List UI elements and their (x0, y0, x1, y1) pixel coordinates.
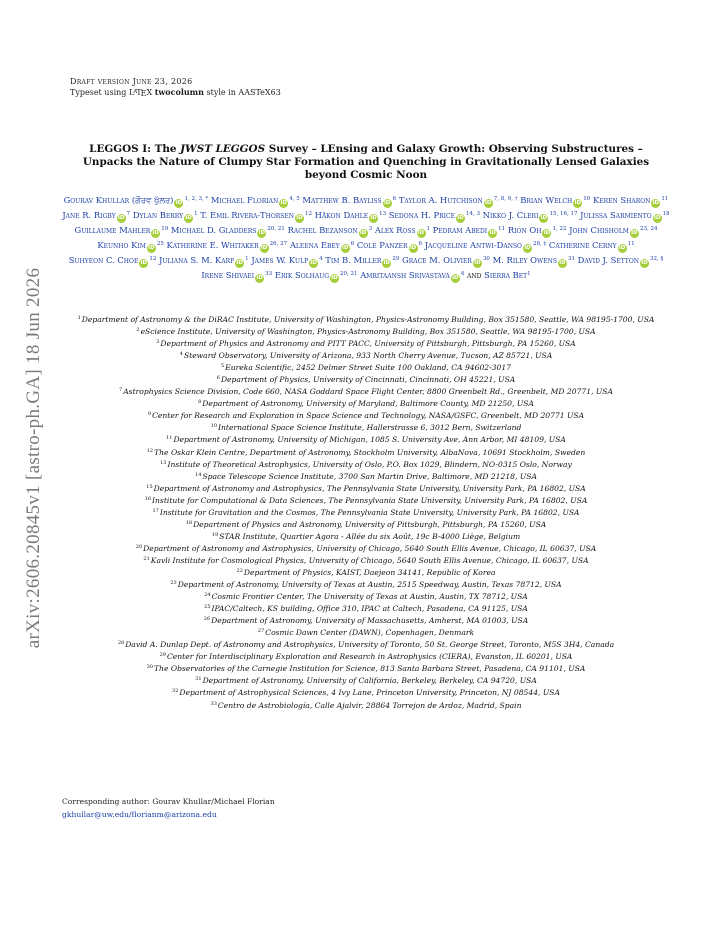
author-name-text: Matthew B. Bayliss (302, 195, 382, 205)
affiliation-text: Institute for Computational & Data Sciences, The Pennsylvania State University, University Park, PA 16802, USA (152, 495, 588, 505)
orcid-icon[interactable]: iD (236, 260, 243, 266)
author-name[interactable] (425, 240, 547, 250)
author-name-text: Rion Oh (507, 225, 542, 235)
orcid-icon[interactable]: iD (140, 260, 148, 266)
author-affiliation-marks: 30 (482, 256, 490, 262)
orcid-icon[interactable]: iD (175, 200, 183, 206)
author-name[interactable] (483, 210, 578, 220)
author-affiliation-marks: 11 (661, 196, 669, 202)
author-name[interactable] (593, 195, 668, 205)
author-name-text: Cole Panzer (356, 240, 408, 250)
author-name-text: Nikko J. Cleri (482, 210, 539, 220)
author-affiliation-marks: 1, 2, 3, * (184, 196, 209, 202)
affiliation-item (60, 590, 672, 602)
affiliation-text: Department of Physics, KAIST, Daejeon 34141, Republic of Korea (243, 567, 496, 577)
affiliation-text: Center for Research and Exploration in Space Science and Technology, NASA/GSFC, Greenbelt, MD 20771 USA (152, 411, 585, 421)
paper-title: LEGGOS I: The JWST LEGGOS Survey – LEnsing and Galaxy Growth: Observing Substructures – Unpacks the Nature of Clumpy Star Formation and Quenching in Gravitationally Lensed Galaxies beyond Cosmic Noon (82, 143, 650, 181)
affiliation-text: Institute for Gravitation and the Cosmos, The Pennsylvania State University, University Park, PA 16802, USA (159, 507, 580, 517)
orcid-icon[interactable]: iD (296, 215, 303, 221)
author-name-text: John Chisholm (569, 225, 629, 235)
affiliation-item (60, 337, 672, 349)
affiliation-item (60, 602, 672, 614)
orcid-icon[interactable]: iD (485, 200, 492, 206)
affiliation-text: The Observatories of the Carnegie Institution for Science, 813 Santa Barbara Street, Pasadena, CA 91101, USA (153, 664, 586, 674)
orcid-icon[interactable]: iD (574, 200, 582, 206)
affiliation-number: 18 (185, 519, 193, 526)
author-name-text: Tim B. Miller (325, 255, 382, 265)
author-name[interactable] (375, 225, 430, 235)
author-affiliation-marks: 7 (126, 211, 131, 217)
author-name-text: Pedram Abedi (432, 225, 488, 235)
affiliation-number: 20 (135, 543, 143, 550)
affiliation-list (60, 313, 672, 711)
affiliation-number: 15 (146, 483, 153, 490)
author-name-text: Amritaansh Srivastava (360, 270, 450, 280)
affiliation-item (60, 674, 672, 686)
orcid-icon[interactable]: iD (559, 260, 566, 266)
preamble (70, 77, 281, 99)
affiliation-number: 33 (210, 700, 217, 707)
author-and-word: and (467, 270, 482, 280)
author-affiliation-marks: 33 (265, 271, 273, 277)
affiliation-number: 7 (119, 387, 123, 394)
author-name-text: Brian Welch (520, 195, 573, 205)
affiliation-text: Department of Astronomy, University of Maryland, Baltimore County, MD 21250, USA (202, 399, 534, 409)
affiliation-number: 27 (257, 628, 265, 635)
affiliation-number: 4 (179, 351, 183, 358)
author-name-text: Aleena Ebey (289, 240, 340, 250)
author-name[interactable] (569, 225, 657, 235)
author-affiliation-marks: 4 (319, 256, 323, 262)
author-name-text: Erik Solhaug (274, 270, 330, 280)
affiliation-item (60, 566, 672, 578)
author-name[interactable] (200, 210, 312, 220)
author-name-text: Juliana S. M. Karp (159, 255, 235, 265)
author-name[interactable] (302, 195, 396, 205)
affiliation-item (60, 433, 672, 445)
author-name-text: Sierra Bet (484, 270, 528, 280)
author-name-text: Grace M. Olivier (402, 255, 472, 265)
orcid-icon[interactable]: iD (310, 260, 317, 266)
author-name[interactable] (62, 210, 130, 220)
author-name-text: Julissa Sarmiento (580, 210, 652, 220)
affiliation-number: 24 (204, 592, 211, 599)
author-affiliation-marks: 1 (245, 256, 249, 262)
affiliation-text: Space Telescope Science Institute, 3700 San Martin Drive, Baltimore, MD 21218, USA (202, 471, 537, 481)
author-name[interactable] (290, 240, 354, 250)
affiliation-text: Department of Astronomy, University of California, Berkeley, Berkeley, CA 94720, USA (202, 676, 537, 686)
author-affiliation-marks: 6 (418, 241, 423, 247)
draft-version: Draft version June 23, 2026 (70, 77, 193, 86)
author-name-text: James W. Kulp (251, 255, 309, 265)
orcid-icon[interactable]: iD (152, 230, 159, 236)
author-affiliation-marks: 23, 24 (639, 226, 658, 232)
affiliation-number: 30 (146, 664, 153, 671)
orcid-icon[interactable]: iD (256, 275, 263, 281)
author-name[interactable] (64, 195, 209, 205)
affiliation-number: 17 (152, 507, 159, 514)
author-name-text: Catherine Cerny (548, 240, 617, 250)
affiliation-number: 28 (117, 640, 125, 647)
affiliation-text: STAR Institute, Quartier Agora - Allée du six Août, 19c B-4000 Liège, Belgium (219, 531, 521, 541)
affiliation-text: Department of Astronomy, University of Texas at Austin, 2515 Speedway, Austin, Texas 78712, USA (177, 580, 562, 590)
affiliation-item (60, 482, 672, 494)
author-affiliation-marks: 14, 3 (466, 211, 480, 217)
author-affiliation-marks: 6 (350, 241, 355, 247)
author-name[interactable] (159, 255, 249, 265)
affiliation-number: 8 (198, 399, 202, 406)
affiliation-text: IPAC/Caltech, KS building, Office 310, IPAC at Caltech, Pasadena, CA 91125, USA (211, 604, 528, 614)
affiliation-number: 19 (211, 531, 219, 538)
affiliation-item (60, 446, 672, 458)
affiliation-text: Institute of Theoretical Astrophysics, University of Oslo, P.O. Box 1029, Blindern, NO-0315 Oslo, Norway (167, 459, 572, 469)
affiliation-text: Department of Astronomy, University of Michigan, 1085 S. University Ave, Ann Arbor, MI 48109, USA (173, 435, 566, 445)
affiliation-text: Department of Astronomy and Astrophysics, The Pennsylvania State University, University Park, PA 16802, USA (153, 483, 586, 493)
author-name[interactable] (167, 240, 288, 250)
affiliation-number: 1 (77, 315, 81, 321)
orcid-icon[interactable]: iD (641, 260, 648, 266)
author-name[interactable] (402, 255, 490, 265)
author-affiliation-marks: 11 (627, 241, 635, 247)
corresponding-label: Corresponding author: Gourav Khullar/Michael Florian (62, 797, 275, 806)
author-affiliation-marks: 32, § (649, 256, 664, 262)
affiliation-item (60, 421, 672, 433)
author-name-text: David J. Setton (577, 255, 639, 265)
author-affiliation-marks: 10 (583, 196, 591, 202)
author-affiliation-marks: 1 (527, 271, 531, 277)
author-affiliation-marks: 1 (194, 211, 198, 217)
author-affiliation-marks: 28, ‡ (532, 241, 547, 247)
orcid-icon[interactable]: iD (543, 230, 551, 236)
affiliation-text: Department of Physics and Astronomy and PITT PACC, University of Pittsburgh, Pittsburgh, PA 15260, USA (160, 339, 576, 349)
affiliation-number: 2 (136, 327, 140, 334)
author-name[interactable] (520, 195, 590, 205)
affiliation-text: International Space Science Institute, Hallerstrasse 6, 3012 Bern, Switzerland (218, 423, 522, 433)
author-affiliation-marks: 18 (662, 211, 670, 217)
author-name-text: Sedona H. Price (388, 210, 455, 220)
arxiv-stamp: arXiv:2606.20845v1 [astro-ph.GA] 18 Jun 2026 (23, 267, 44, 649)
orcid-icon[interactable]: iD (474, 260, 481, 266)
affiliation-item (60, 542, 672, 554)
affiliation-text: Centro de Astrobiología, Calle Ajalvir, 28864 Torrejon de Ardoz, Madrid, Spain (217, 700, 522, 710)
affiliation-item (60, 385, 672, 397)
orcid-icon[interactable]: iD (258, 230, 266, 236)
author-affiliation-marks: 31 (567, 256, 575, 262)
author-affiliation-marks: 26, 27 (269, 241, 288, 247)
affiliation-number: 23 (170, 580, 177, 587)
orcid-icon[interactable]: iD (383, 260, 391, 266)
author-name-text: Taylor A. Hutchison (398, 195, 483, 205)
affiliation-item (60, 662, 672, 674)
affiliation-item (60, 699, 672, 711)
author-list (56, 193, 676, 283)
author-name[interactable] (251, 255, 322, 265)
author-name[interactable] (288, 225, 373, 235)
author-name[interactable] (201, 270, 272, 280)
affiliation-text: David A. Dunlap Dept. of Astronomy and Astrophysics, University of Toronto, 50 St. George Street, Toronto, M5S 3H4, Canada (125, 640, 615, 650)
affiliation-item (60, 313, 672, 325)
affiliation-text: Astrophysics Science Division, Code 660, NASA Goddard Space Flight Center, 8800 Greenbelt Rd., Greenbelt, MD 20771, USA (123, 387, 613, 397)
author-name-text: Keunho Kim (97, 240, 146, 250)
affiliation-item (60, 626, 672, 638)
affiliation-number: 31 (195, 676, 202, 683)
author-name[interactable] (171, 225, 285, 235)
author-affiliation-marks: 15, 16, 17 (549, 211, 578, 217)
author-name-text: Guillaume Mahler (74, 225, 151, 235)
affiliation-number: 16 (144, 495, 152, 502)
author-name-text: Håkon Dahle (314, 210, 369, 220)
affiliation-text: Kavli Institute for Cosmological Physics, University of Chicago, 5640 South Ellis Avenue, Chicago, IL 60637, USA (150, 555, 589, 565)
author-affiliation-marks: 25 (156, 241, 164, 247)
affiliation-text: Steward Observatory, University of Arizona, 933 North Cherry Avenue, Tucson, AZ 85721, USA (183, 351, 553, 361)
orcid-icon[interactable]: iD (341, 245, 349, 251)
orcid-icon[interactable]: iD (409, 245, 417, 251)
corresponding-email[interactable]: gkhullar@uw.edu/florianm@arizona.edu (62, 809, 217, 819)
affiliation-text: Department of Astrophysical Sciences, 4 Ivy Lane, Princeton University, Princeton, NJ 08544, USA (179, 688, 560, 698)
author-affiliation-marks: 4, 5 (289, 196, 300, 202)
orcid-icon[interactable]: iD (148, 245, 155, 251)
author-name[interactable] (315, 210, 386, 220)
affiliation-item (60, 650, 672, 662)
orcid-icon[interactable]: iD (370, 215, 377, 221)
affiliation-number: 25 (204, 604, 211, 611)
author-name-text: Rachel Bezanson (287, 225, 358, 235)
author-name[interactable] (211, 195, 300, 205)
affiliation-item (60, 578, 672, 590)
orcid-icon[interactable]: iD (383, 200, 391, 206)
affiliation-text: Cosmic Frontier Center, The University of Texas at Austin, Austin, TX 78712, USA (211, 592, 528, 602)
author-name-text: Irene Shivaei (201, 270, 255, 280)
affiliation-item (60, 530, 672, 542)
author-name[interactable] (75, 225, 169, 235)
affiliation-item (60, 397, 672, 409)
affiliation-item (60, 494, 672, 506)
affiliation-number: 22 (236, 567, 243, 574)
author-name[interactable] (549, 240, 635, 250)
affiliation-item (60, 518, 672, 530)
author-affiliation-marks: 29 (392, 256, 400, 262)
author-affiliation-marks: 11 (498, 226, 506, 232)
author-name[interactable] (578, 255, 664, 265)
affiliation-item (60, 638, 672, 650)
affiliation-text: Department of Astronomy & the DiRAC Institute, University of Washington, Physics-Astronomy Building, Box 351580, Seattle, WA 98195-1700, USA (81, 315, 655, 324)
author-name-text: Gourav Khullar (ਗੌਰਵ ਖੁੱਲਰ) (63, 195, 174, 205)
author-affiliation-marks: 1, 22 (552, 226, 567, 232)
affiliation-text: Department of Physics, University of Cincinnati, Cincinnati, OH 45221, USA (220, 375, 516, 385)
affiliation-text: Center for Interdisciplinary Exploration and Research in Astrophysics (CIERA), Evanston, IL 60201, USA (166, 652, 573, 662)
orcid-icon[interactable]: iD (452, 275, 459, 281)
author-name[interactable] (357, 240, 422, 250)
affiliation-text: eScience Institute, University of Washington, Physics-Astronomy Building, Box 351580, Seattle, WA 98195-1700, USA (140, 327, 596, 337)
affiliation-number: 32 (172, 688, 179, 695)
affiliation-item (60, 554, 672, 566)
author-name-text: Jane R. Rigby (62, 210, 116, 220)
affiliation-number: 10 (210, 423, 218, 430)
author-name-text: T. Emil Rivera-Thorsen (200, 210, 294, 220)
orcid-icon[interactable]: iD (331, 275, 338, 281)
author-name-text: M. Riley Owens (492, 255, 557, 265)
author-affiliation-marks: 20, 21 (267, 226, 285, 232)
affiliation-text: Department of Physics and Astronomy, University of Pittsburgh, Pittsburgh, PA 15260, USA (193, 519, 547, 529)
orcid-icon[interactable]: iD (631, 230, 638, 236)
author-affiliation-marks: 1 (426, 226, 430, 232)
author-name[interactable] (484, 270, 531, 280)
affiliation-number: 13 (160, 459, 167, 466)
affiliation-number: 3 (156, 339, 160, 346)
author-name[interactable] (580, 210, 670, 220)
author-name-text: Suhyeon C. Choe (68, 255, 139, 265)
affiliation-text: Eureka Scientific, 2452 Delmer Street Suite 100 Oakland, CA 94602-3017 (225, 363, 512, 373)
author-affiliation-marks: 19 (161, 226, 169, 232)
orcid-icon[interactable]: iD (260, 245, 268, 251)
affiliation-number: 9 (147, 411, 152, 418)
affiliation-text: Department of Astronomy, University of Massachusetts, Amherst, MA 01003, USA (211, 616, 529, 626)
affiliation-number: 5 (220, 363, 225, 370)
affiliation-item (60, 686, 672, 698)
orcid-icon[interactable]: iD (185, 215, 192, 221)
author-affiliation-marks: 12 (305, 211, 312, 217)
author-name-text: Michael Florian (210, 195, 279, 205)
affiliation-number: 6 (216, 375, 220, 382)
orcid-icon[interactable]: iD (524, 245, 531, 251)
author-name[interactable] (360, 270, 464, 280)
affiliation-number: 21 (143, 555, 150, 562)
author-affiliation-marks: 12 (149, 256, 157, 262)
affiliation-text: Cosmic Dawn Center (DAWN), Copenhagen, Denmark (265, 628, 475, 638)
affiliation-item (60, 409, 672, 421)
author-name[interactable] (69, 255, 157, 265)
author-name[interactable] (325, 255, 399, 265)
author-name[interactable] (133, 210, 198, 220)
author-name[interactable] (275, 270, 358, 280)
orcid-icon[interactable]: iD (652, 200, 660, 206)
orcid-icon[interactable]: iD (618, 245, 626, 251)
affiliation-item (60, 614, 672, 626)
author-affiliation-marks: 20, 21 (340, 271, 358, 277)
affiliation-item (60, 361, 672, 373)
author-name-text: Katherine E. Whitaker (166, 240, 259, 250)
affiliation-item (60, 349, 672, 361)
author-name-text: Dylan Berry (132, 210, 184, 220)
affiliation-number: 11 (166, 435, 173, 442)
author-name[interactable] (389, 210, 480, 220)
affiliation-number: 29 (159, 652, 166, 659)
affiliation-item (60, 506, 672, 518)
author-affiliation-marks: 13 (379, 211, 387, 217)
arxiv-sidebar (22, 238, 46, 678)
orcid-icon[interactable]: iD (457, 215, 464, 221)
affiliation-text: The Oskar Klein Centre, Department of Astronomy, Stockholm University, AlbaNova, 10691 Stockholm, Sweden (154, 447, 586, 457)
affiliation-number: 12 (146, 447, 154, 454)
author-affiliation-marks: 3 (368, 226, 373, 232)
author-name-text: Alex Ross (374, 225, 416, 235)
author-name-text: Keren Sharon (592, 195, 651, 205)
orcid-icon[interactable]: iD (489, 230, 496, 236)
author-name-text: Michael D. Gladders (170, 225, 257, 235)
orcid-icon[interactable]: iD (540, 215, 548, 221)
typeset-line: Typeset using $L^ATEX$ twocolumn style in AASTeX63 (70, 87, 281, 98)
affiliation-item (60, 325, 672, 337)
affiliation-item (60, 373, 672, 385)
affiliation-item (60, 470, 672, 482)
author-name[interactable] (508, 225, 567, 235)
corresponding-author (62, 796, 275, 821)
author-name[interactable] (433, 225, 506, 235)
affiliation-number: 14 (195, 471, 202, 478)
orcid-icon[interactable]: iD (417, 230, 425, 236)
affiliation-text: Department of Astronomy and Astrophysics, University of Chicago, 5640 South Ellis Avenue, Chicago, IL 60637, USA (143, 543, 597, 553)
affiliation-number: 26 (203, 616, 211, 623)
orcid-icon[interactable]: iD (359, 230, 367, 236)
author-name[interactable] (97, 240, 164, 250)
author-name-text: Jacqueline Antwi-Danso (424, 240, 522, 250)
orcid-icon[interactable]: iD (653, 215, 661, 221)
author-affiliation-marks: 6 (392, 196, 397, 202)
author-affiliation-marks: 4 (460, 271, 465, 277)
author-affiliation-marks: 7, 8, 9, † (493, 196, 518, 202)
affiliation-item (60, 458, 672, 470)
author-name[interactable] (493, 255, 575, 265)
orcid-icon[interactable]: iD (280, 200, 287, 206)
author-name[interactable] (399, 195, 518, 205)
orcid-icon[interactable]: iD (117, 215, 125, 221)
